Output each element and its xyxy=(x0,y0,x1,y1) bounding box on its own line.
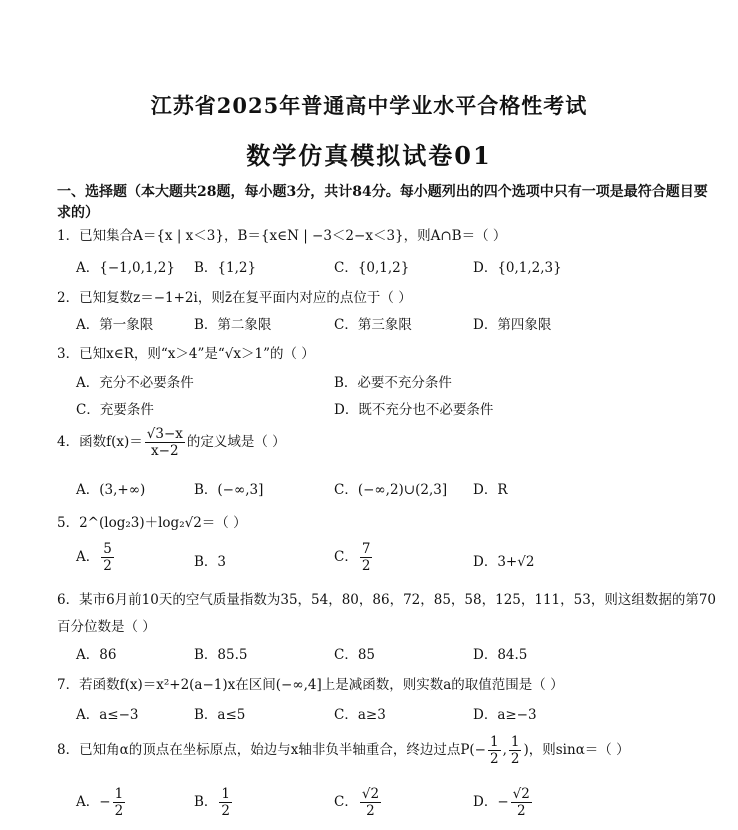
question-number: 7． xyxy=(57,677,80,693)
fraction-numerator: 7 xyxy=(361,541,371,557)
option-b xyxy=(194,786,234,819)
option-a: A．(3,+∞) xyxy=(76,482,146,498)
minus-sign: − xyxy=(497,794,509,810)
fraction xyxy=(113,786,126,819)
fraction-denominator: x−2 xyxy=(151,443,179,459)
fraction-denominator: 2 xyxy=(366,803,375,819)
fraction-numerator: √2 xyxy=(361,786,380,802)
fraction-numerator: √2 xyxy=(512,786,530,802)
option-d: D．第四象限 xyxy=(473,317,552,333)
option-d: D．84.5 xyxy=(473,647,528,663)
option-c: C．第三象限 xyxy=(334,317,412,333)
option-a: A．{−1,0,1,2} xyxy=(76,260,175,276)
option-d: D．a≥−3 xyxy=(473,707,537,723)
fraction-denominator: 2 xyxy=(510,751,520,767)
option-label: C． xyxy=(334,549,358,565)
option-b: B．第二象限 xyxy=(194,317,272,333)
fraction-numerator: 5 xyxy=(103,541,112,557)
question-stem: 某市6月前10天的空气质量指数为35，54，80，86，72，85，58，125，111，53，则这组数据的第70 xyxy=(79,592,716,608)
minus-sign: − xyxy=(99,794,111,810)
question-1 xyxy=(57,224,506,244)
option-label: C． xyxy=(334,794,358,810)
question-2 xyxy=(57,286,412,306)
fraction xyxy=(360,541,373,574)
option-b: B．必要不充分条件 xyxy=(334,375,452,391)
fraction xyxy=(145,426,185,459)
question-stem: 若函数f(x)＝x²+2(a−1)x在区间(−∞,4]上是减函数，则实数a的取值范围是（ ） xyxy=(79,677,564,693)
fraction xyxy=(101,541,114,574)
option-label: A． xyxy=(76,549,100,565)
option-b: B．85.5 xyxy=(194,647,248,663)
option-label: B． xyxy=(194,794,218,810)
question-stem: 2^(log₂3)＋log₂√2＝（ ） xyxy=(79,515,247,531)
fraction-denominator: 2 xyxy=(221,803,231,819)
exam-title: 江苏省2025年普通高中学业水平合格性考试 xyxy=(150,93,588,118)
option-a: A．86 xyxy=(76,647,117,663)
question-number: 2． xyxy=(57,290,80,306)
fraction-denominator: 2 xyxy=(516,803,526,819)
question-number: 1． xyxy=(57,228,80,244)
fraction-denominator: 2 xyxy=(490,751,499,767)
question-stem: 已知x∈R，则“x＞4”是“√x＞1”的（ ） xyxy=(79,346,315,362)
option-a: A．a≤−3 xyxy=(76,707,139,723)
question-stem: 已知集合A＝{x | x＜3}，B＝{x∈N | −3＜2−x＜3}，则A∩B＝（ ） xyxy=(79,228,507,244)
question-3 xyxy=(57,342,315,362)
option-b: B．(−∞,3] xyxy=(194,482,264,498)
question-stem-end: )，则sinα＝（ ） xyxy=(523,742,630,758)
fraction-numerator: 1 xyxy=(510,734,520,750)
option-b: B．3 xyxy=(194,554,227,570)
option-d: D．既不充分也不必要条件 xyxy=(334,402,494,418)
option-d: D．R xyxy=(473,482,508,498)
question-stem: 已知角α的顶点在坐标原点，始边与x轴非负半轴重合，终边过点P(− xyxy=(79,742,486,758)
fraction-denominator: 2 xyxy=(103,558,112,574)
option-d xyxy=(473,786,534,819)
option-a: A．第一象限 xyxy=(76,317,154,333)
option-c: C．85 xyxy=(334,647,376,663)
option-a xyxy=(76,786,127,819)
option-b: B．a≤5 xyxy=(194,707,246,723)
question-4 xyxy=(57,426,286,459)
question-number: 4． xyxy=(57,434,80,450)
fraction xyxy=(219,786,232,819)
fraction-denominator: 2 xyxy=(361,558,371,574)
question-number: 6． xyxy=(57,592,80,608)
fraction-numerator: 1 xyxy=(221,786,231,802)
fraction xyxy=(511,786,532,819)
option-c: C．{0,1,2} xyxy=(334,260,410,276)
fraction-numerator: 1 xyxy=(114,786,124,802)
option-c: C．充要条件 xyxy=(76,402,154,418)
question-7 xyxy=(57,673,564,693)
option-d: D．3+√2 xyxy=(473,554,535,570)
fraction-numerator: √3−x xyxy=(146,426,183,442)
option-label: A． xyxy=(76,794,100,810)
option-label: D． xyxy=(473,794,498,810)
question-8: 8．已知角α的顶点在坐标原点，始边与x轴非负半轴重合，终边过点P(− $\frac{1}{2}$ , $\frac{1}{2}$ )，则sinα＝（ ） xyxy=(57,734,630,767)
option-c xyxy=(334,786,383,819)
question-6-line2: 百分位数是（ ） xyxy=(57,619,156,635)
option-c: C．(−∞,2)∪(2,3] xyxy=(334,482,448,498)
question-number: 5． xyxy=(57,515,80,531)
option-a: A．充分不必要条件 xyxy=(76,375,194,391)
question-stem-end: 的定义域是（ ） xyxy=(186,434,286,450)
exam-subtitle: 数学仿真模拟试卷01 xyxy=(246,141,492,170)
option-a xyxy=(76,541,116,574)
question-stem: 函数f(x)＝ xyxy=(79,434,143,450)
section-header: 一、选择题（本大题共28题，每小题3分，共计84分。每小题列出的四个选项中只有一项是最符合题目要求的） xyxy=(57,184,708,221)
question-6 xyxy=(57,588,716,608)
option-c xyxy=(334,541,374,574)
fraction xyxy=(360,786,381,819)
question-number: 8． xyxy=(57,742,80,758)
option-d: D．{0,1,2,3} xyxy=(473,260,562,276)
question-5 xyxy=(57,511,247,531)
fraction xyxy=(488,734,501,767)
fraction-denominator: 2 xyxy=(114,803,124,819)
fraction xyxy=(509,734,522,767)
question-number: 3． xyxy=(57,346,80,362)
option-c: C．a≥3 xyxy=(334,707,386,723)
fraction-numerator: 1 xyxy=(490,734,499,750)
question-stem: 已知复数z＝−1+2i，则z̄在复平面内对应的点位于（ ） xyxy=(79,290,412,306)
option-b: B．{1,2} xyxy=(194,260,257,276)
